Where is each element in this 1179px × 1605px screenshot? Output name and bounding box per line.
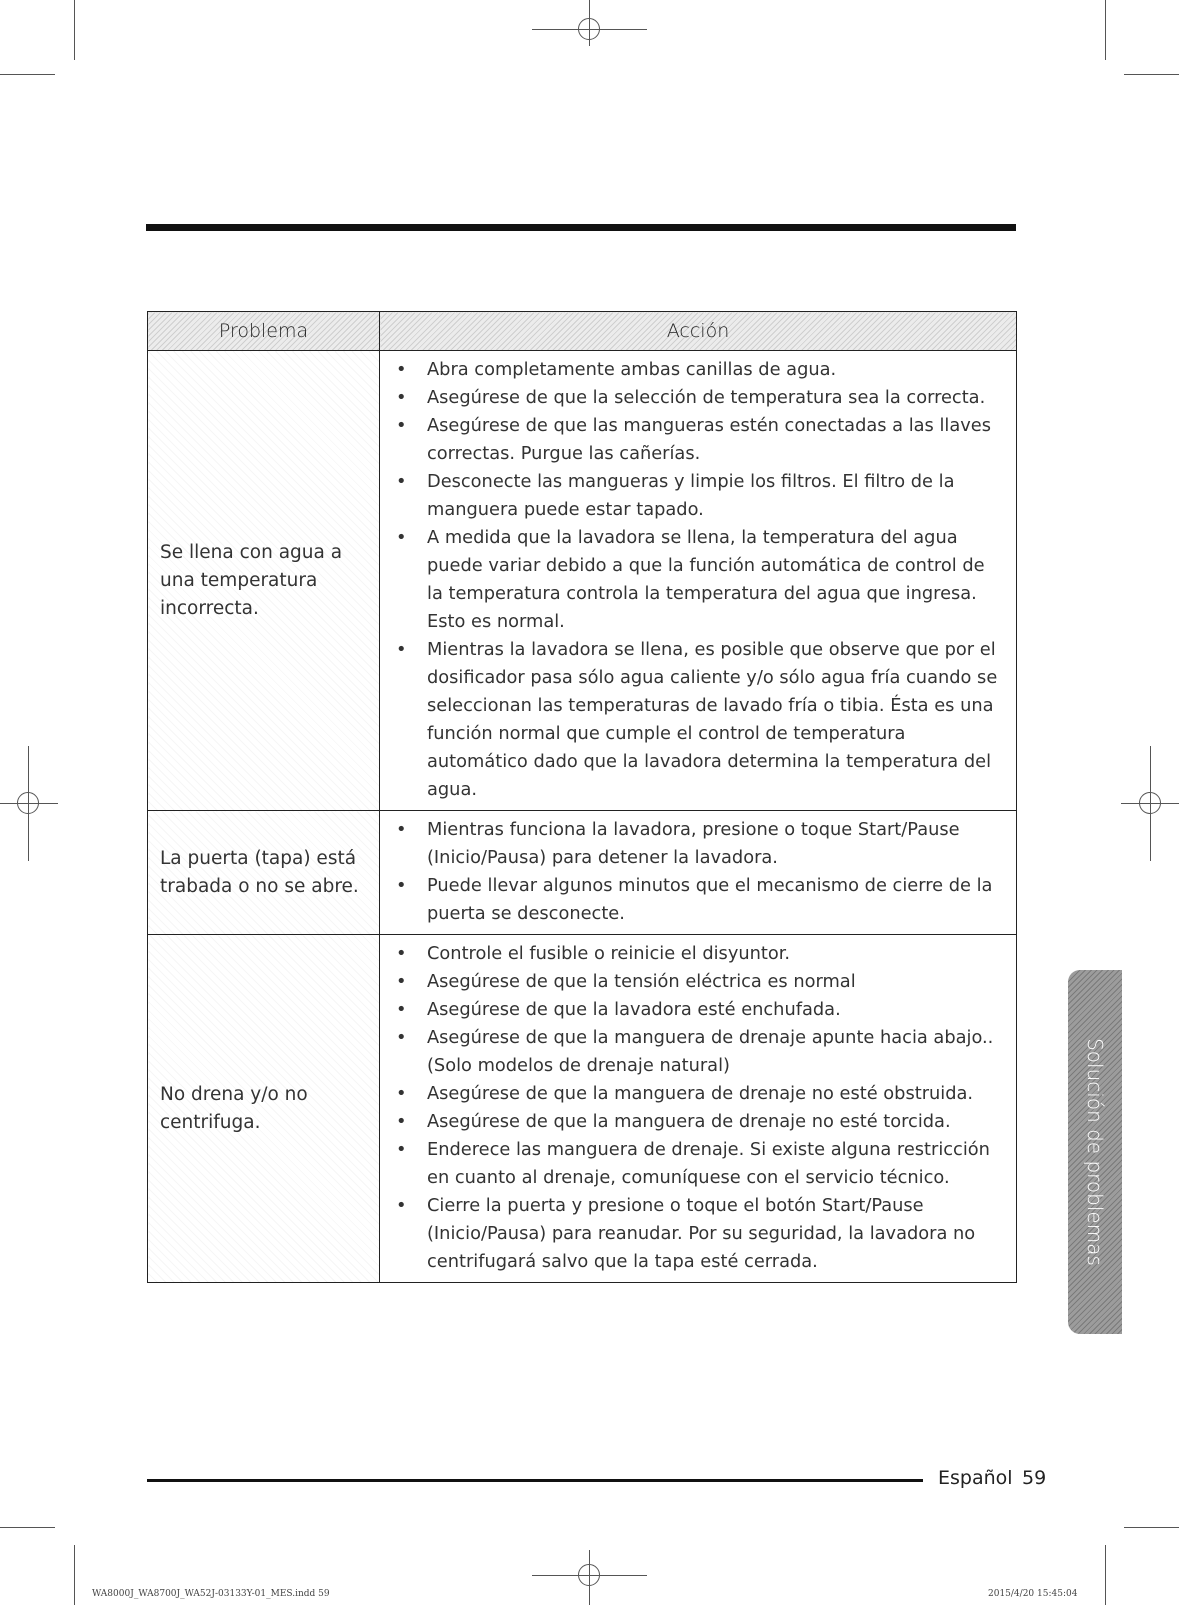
- list-item: • Mientras funciona la lavadora, presione o toque Start/Pause (Inicio/Pausa) para detener la lavadora.: [392, 816, 1004, 872]
- action-list: [392, 940, 1004, 1276]
- table-row: [148, 811, 1017, 935]
- problem-cell: La puerta (tapa) está trabada o no se abre.: [148, 811, 380, 935]
- table-row: [148, 935, 1017, 1283]
- section-tab-label: Solución de problemas: [1083, 1038, 1107, 1266]
- troubleshooting-table: [147, 311, 1017, 1283]
- header-action: Acción: [380, 312, 1017, 351]
- action-cell: [380, 935, 1017, 1283]
- list-item: • Controle el fusible o reinicie el disyuntor.: [392, 940, 1004, 968]
- action-cell: [380, 811, 1017, 935]
- list-item: • Asegúrese de que las mangueras estén conectadas a las llaves correctas. Purgue las cañerías.: [392, 412, 1004, 468]
- page-number: 59: [1022, 1467, 1047, 1489]
- table-header-row: [148, 312, 1017, 351]
- action-list: [392, 356, 1004, 804]
- footer-language: Español: [938, 1467, 1013, 1489]
- list-item: • Puede llevar algunos minutos que el mecanismo de cierre de la puerta se desconecte.: [392, 872, 1004, 928]
- list-item: • Asegúrese de que la manguera de drenaje no esté obstruida.: [392, 1080, 1004, 1108]
- action-list: [392, 816, 1004, 928]
- problem-cell: Se llena con agua a una temperatura incorrecta.: [148, 351, 380, 811]
- header-problem: Problema: [148, 312, 380, 351]
- problem-cell: No drena y/o no centrifuga.: [148, 935, 380, 1283]
- list-item: • Asegúrese de que la tensión eléctrica es normal: [392, 968, 1004, 996]
- list-item: • Asegúrese de que la selección de temperatura sea la correcta.: [392, 384, 1004, 412]
- list-item: • Asegúrese de que la manguera de drenaje apunte hacia abajo.. (Solo modelos de drenaje natural): [392, 1024, 1004, 1080]
- list-item: • Mientras la lavadora se llena, es posible que observe que por el dosificador pasa sólo agua caliente y/o sólo agua fría cuando se seleccionan las temperaturas de lavado fría o tibia. Ésta es una función normal que cumple el control de temperatura automático dado que la lavadora determina la temperatura del agua.: [392, 636, 1004, 804]
- print-timestamp: 2015/4/20 15:45:04: [988, 1589, 1078, 1599]
- footer-rule: [147, 1479, 923, 1482]
- list-item: • Cierre la puerta y presione o toque el botón Start/Pause (Inicio/Pausa) para reanudar. Por su seguridad, la lavadora no centrifugará salvo que la tapa esté cerrada.: [392, 1192, 1004, 1276]
- section-tab: [1068, 970, 1122, 1334]
- list-item: • Asegúrese de que la lavadora esté enchufada.: [392, 996, 1004, 1024]
- print-file-info: WA8000J_WA8700J_WA52J-03133Y-01_MES.indd 59: [92, 1589, 330, 1599]
- list-item: • Enderece las manguera de drenaje. Si existe alguna restricción en cuanto al drenaje, comuníquese con el servicio técnico.: [392, 1136, 1004, 1192]
- action-cell: [380, 351, 1017, 811]
- list-item: • A medida que la lavadora se llena, la temperatura del agua puede variar debido a que la función automática de control de la temperatura controla la temperatura del agua que ingresa. Esto es normal.: [392, 524, 1004, 636]
- list-item: • Desconecte las mangueras y limpie los filtros. El filtro de la manguera puede estar tapado.: [392, 468, 1004, 524]
- top-rule: [146, 224, 1016, 231]
- list-item: • Abra completamente ambas canillas de agua.: [392, 356, 1004, 384]
- list-item: • Asegúrese de que la manguera de drenaje no esté torcida.: [392, 1108, 1004, 1136]
- table-row: [148, 351, 1017, 811]
